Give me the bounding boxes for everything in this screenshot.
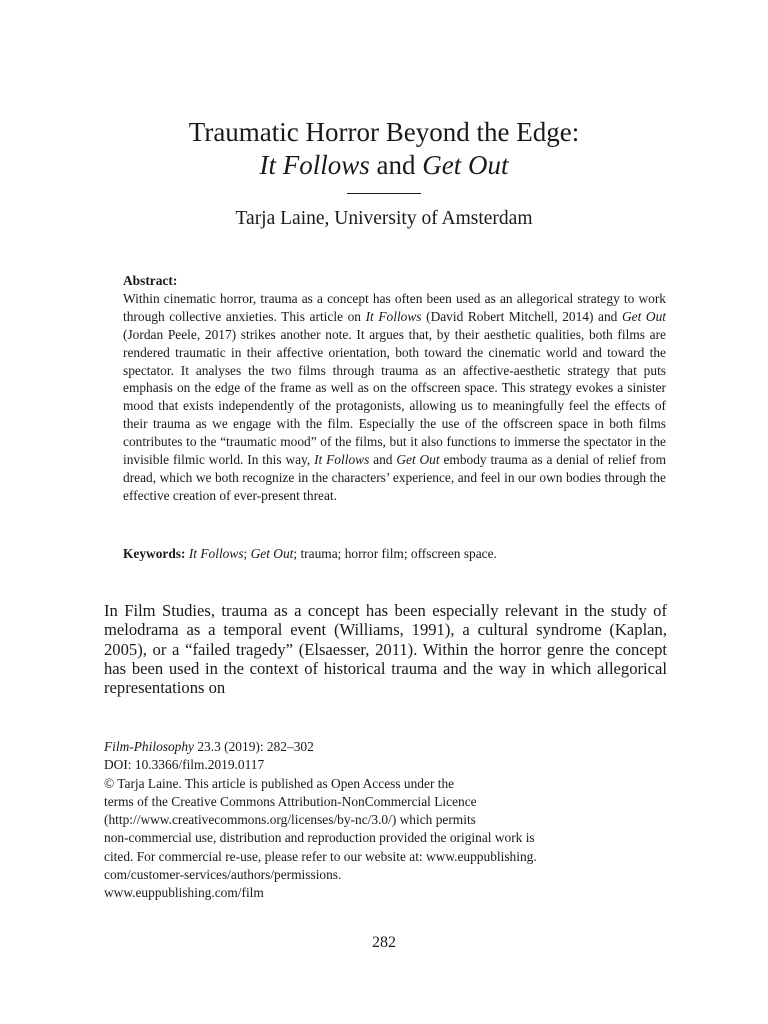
body-paragraph: In Film Studies, trauma as a concept has been especially relevant in the study of melodrama as a temporal event (Williams, 1991), a cultural syndrome (Kaplan, 2005), or a “failed tragedy” (Elsaesser, 2011). Within the horror genre the concept has been used in the context of historical trauma and the way in which allegorical representations on	[104, 601, 667, 698]
article-title	[0, 116, 768, 182]
license-line: (http://www.creativecommons.org/licenses/by-nc/3.0/) which permits	[104, 812, 476, 828]
license-line: © Tarja Laine. This article is published as Open Access under the	[104, 775, 455, 791]
citation-details: 23.3 (2019): 282–302	[194, 739, 314, 754]
abstract-text-part: Within cinematic horror, trauma as a concept has often been used as an allegorical strategy to work through collective anxieties. This article on	[123, 290, 666, 324]
abstract-film-title: It Follows	[365, 308, 422, 324]
title-line-2	[0, 149, 768, 182]
journal-name: Film-Philosophy	[104, 739, 195, 754]
page-number: 282	[372, 934, 396, 951]
license-line: non-commercial use, distribution and reproduction provided the original work is	[104, 830, 535, 846]
abstract-block	[123, 272, 666, 505]
abstract-text	[123, 290, 666, 505]
keywords-rest: ; trauma; horror film; offscreen space.	[293, 546, 497, 561]
keyword-film-1: It Follows	[188, 546, 244, 561]
title-line-1: Traumatic Horror Beyond the Edge:	[188, 117, 580, 147]
title-divider	[347, 193, 421, 194]
author-affiliation: Tarja Laine, University of Amsterdam	[235, 208, 533, 229]
citation-footer	[104, 738, 664, 903]
journal-citation	[104, 738, 664, 756]
abstract-film-title: Get Out	[396, 452, 440, 468]
abstract-film-title: It Follows	[314, 452, 370, 468]
title-film-2: Get Out	[422, 150, 509, 180]
license-line: com/customer-services/authors/permissions.	[104, 867, 342, 883]
title-conjunction: and	[369, 150, 423, 180]
keywords-line	[123, 545, 666, 563]
abstract-heading: Abstract:	[123, 273, 178, 288]
abstract-text-part: embody trauma as a denial of relief from dread, which we both recognize in the characters’ experience, and feel in our own bodies through the effective creation of ever-present threat.	[123, 452, 666, 503]
journal-website: www.euppublishing.com/film	[104, 885, 264, 901]
keywords-label: Keywords:	[123, 546, 186, 561]
license-line: cited. For commercial re-use, please refer to our website at: www.euppublishing.	[104, 848, 537, 864]
abstract-text-part: (Jordan Peele, 2017) strikes another note. It argues that, by their aesthetic qualities, both films are rendered traumatic in their affective orientation, both toward the cinematic world and toward the spectator. It analyses the two films through trauma as an affective-aesthetic strategy that puts emphasis on the edge of the frame as well as on the offscreen space. This strategy evokes a sinister mood that exists independently of the protagonists, allowing us to meaningfully feel the effects of their trauma as we engage with the film. Especially the use of the offscreen space in both films contributes to the “traumatic mood” of the films, but it also functions to immerse the spectator in the invisible filmic world. In this way,	[123, 326, 666, 468]
license-line: terms of the Creative Commons Attribution-NonCommercial Licence	[104, 793, 477, 809]
keyword-separator: ;	[243, 546, 251, 561]
abstract-text-part: and	[369, 452, 397, 468]
title-film-1: It Follows	[259, 150, 370, 180]
abstract-text-part: (David Robert Mitchell, 2014) and	[421, 308, 622, 324]
keyword-film-2: Get Out	[250, 546, 294, 561]
abstract-film-title: Get Out	[621, 308, 666, 324]
doi: DOI: 10.3366/film.2019.0117	[104, 757, 265, 773]
